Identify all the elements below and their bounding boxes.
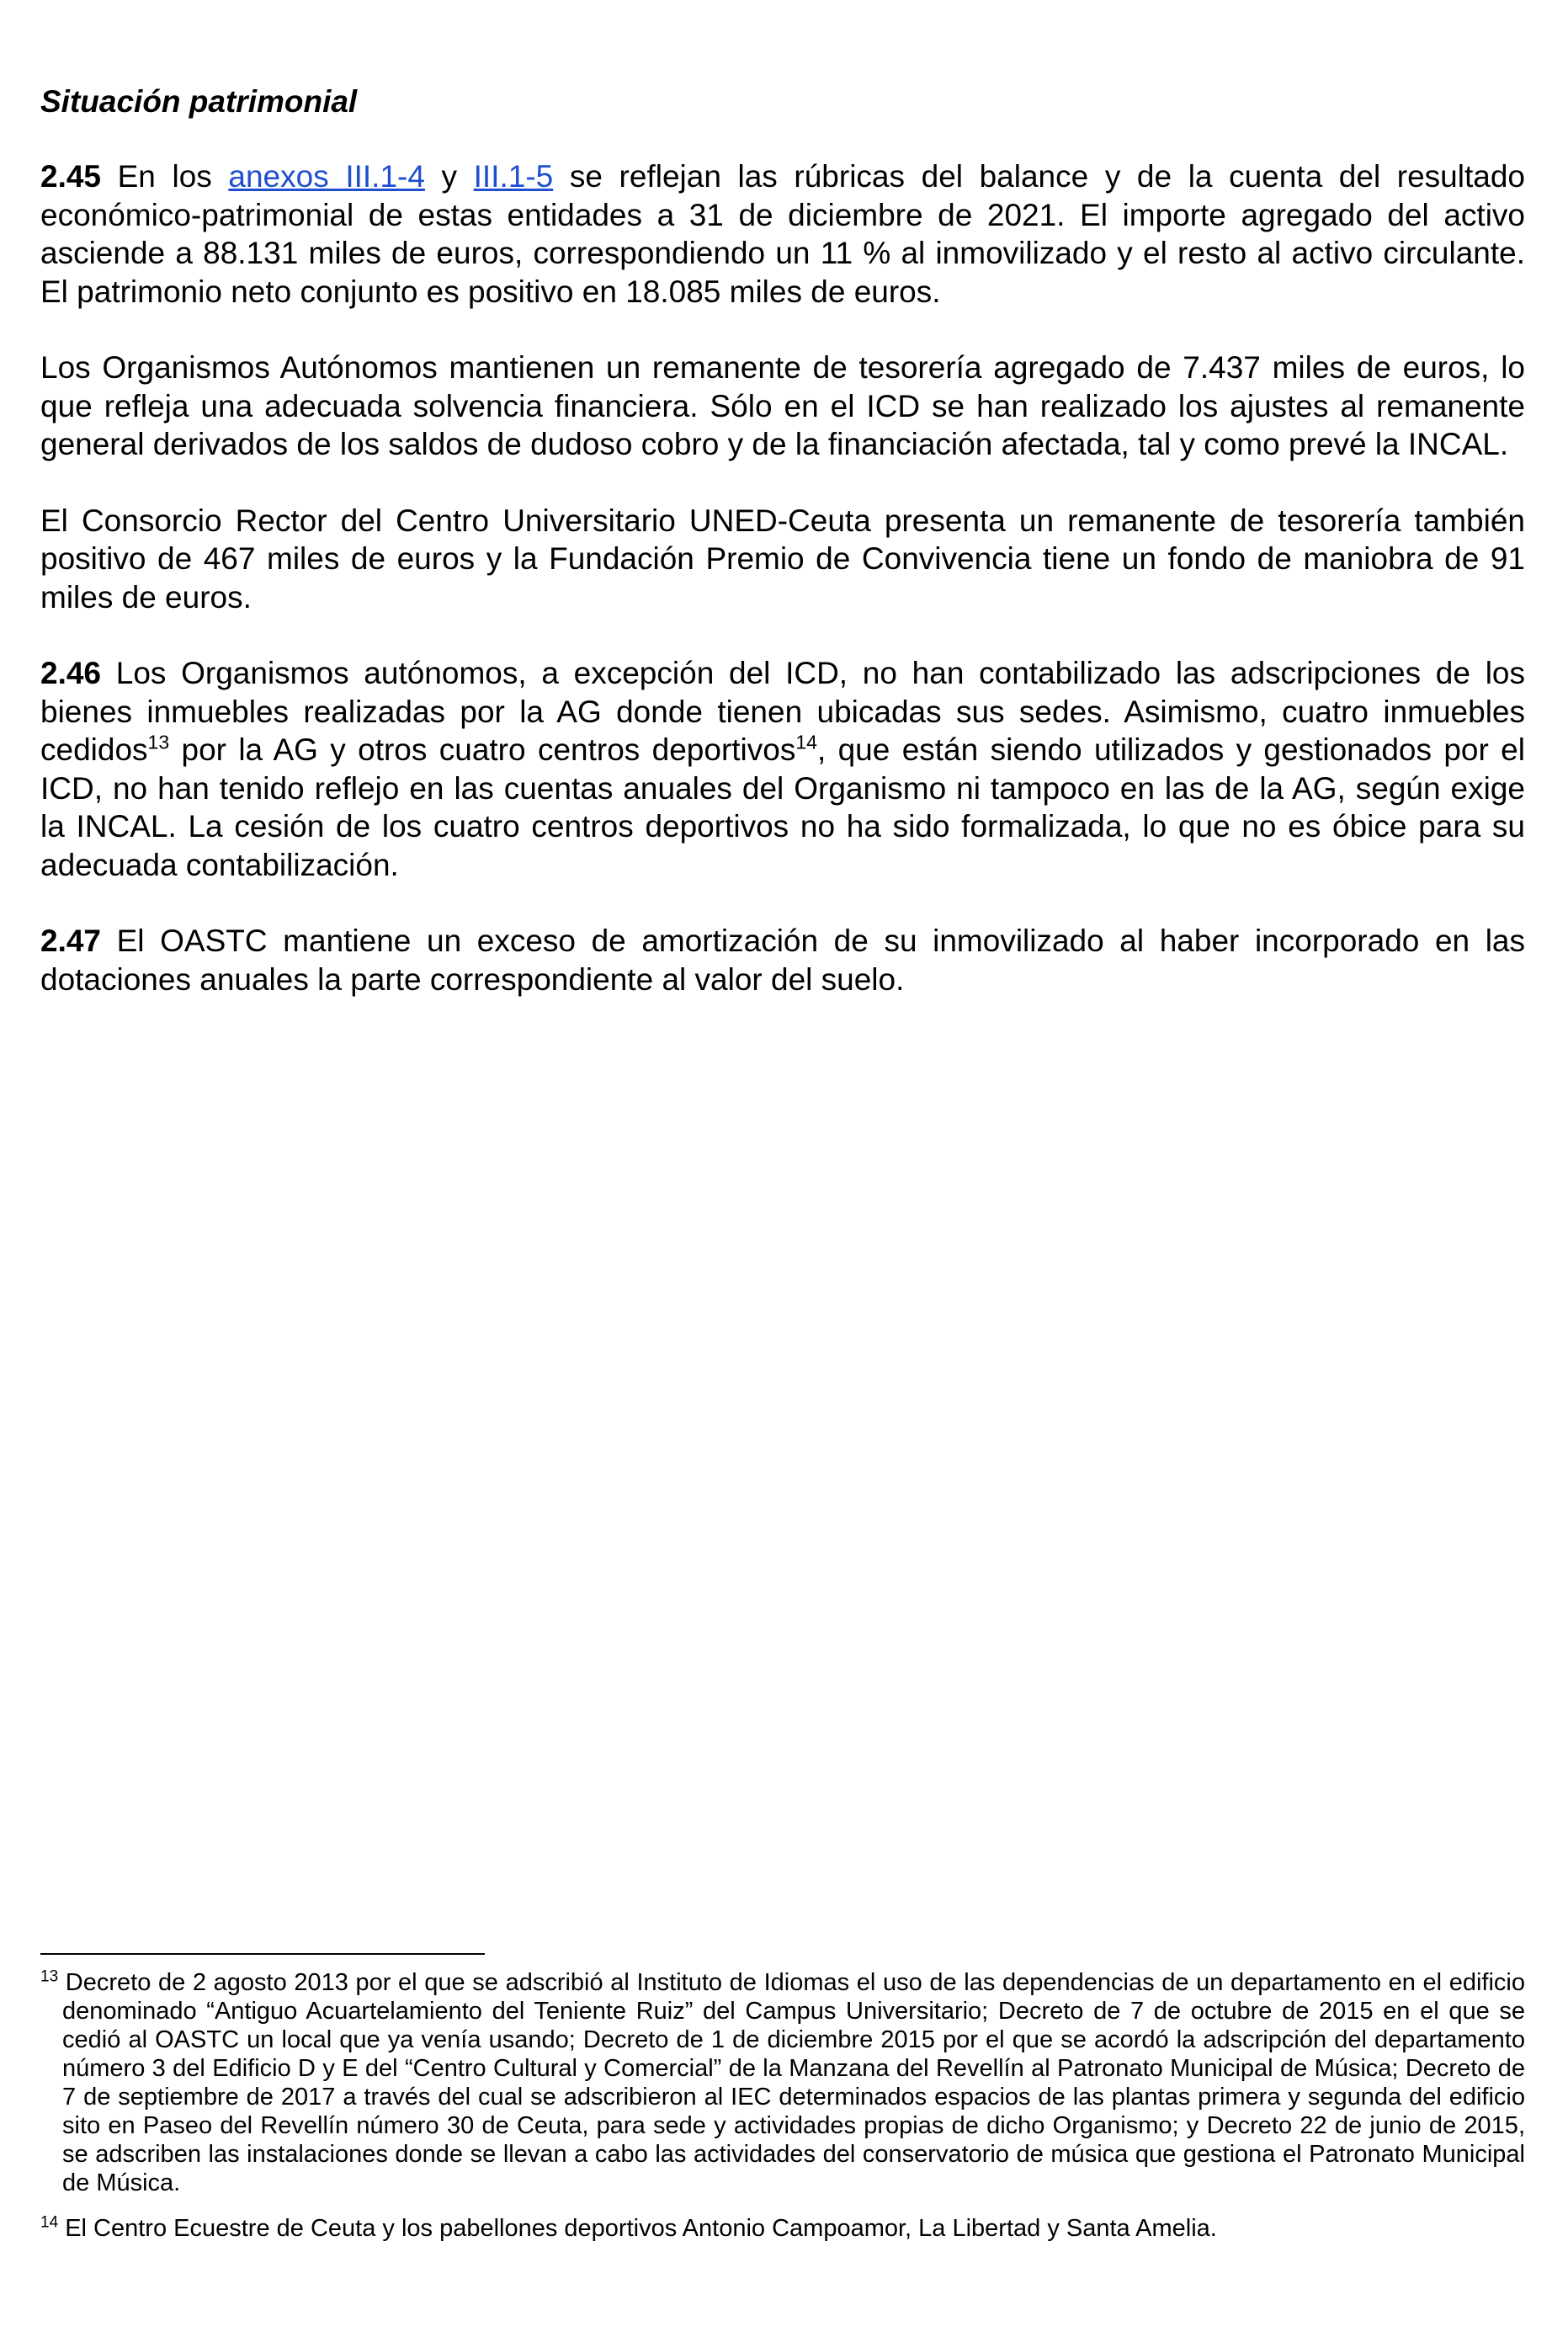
paragraph-number: 2.46: [40, 656, 102, 690]
footnote-14: [40, 2214, 1525, 2243]
footnote-13: [40, 1968, 1525, 2197]
footnote-number: 13: [40, 1967, 59, 1986]
footnote-text: El Centro Ecuestre de Ceuta y los pabellones deportivos Antonio Campoamor, La Libertad y Santa Amelia.: [58, 2215, 1217, 2242]
footnote-text: Decreto de 2 agosto 2013 por el que se adscribió al Instituto de Idiomas el uso de las dependencias de un departamento en el edificio denominado “Antiguo Acuartelamiento del Teniente Ruiz” del Campus Universitario; Decreto de 7 de octubre de 2015 en el que se cedió al OASTC un local que ya venía usando; Decreto de 1 de diciembre 2015 por el que se acordó la adscripción del departamento número 3 del Edificio D y E del “Centro Cultural y Comercial” de la Manzana del Revellín al Patronato Municipal de Música; Decreto de 7 de septiembre de 2017 a través del cual se adscribieron al IEC determinados espacios de las plantas primera y segunda del edificio sito en Paseo del Revellín número 30 de Ceuta, para sede y actividades propias de dicho Organismo; y Decreto 22 de junio de 2015, se adscriben las instalaciones donde se llevan a cabo las actividades del conservatorio de música que gestiona el Patronato Municipal de Música.: [58, 1969, 1525, 2196]
paragraph-text: y: [424, 159, 474, 194]
paragraph-text: Los Organismos autónomos, a excepción del ICD, no han contabilizado las adscripciones de los bienes inmuebles realizadas por la AG donde tienen ubicadas sus sedes. Asimismo, cuatro inmuebles cedidos: [40, 656, 1525, 767]
footnote-ref-13[interactable]: 13: [147, 731, 170, 753]
paragraph-text: por la AG y otros cuatro centros deportivos: [169, 732, 796, 767]
paragraph-text: En los: [101, 159, 229, 194]
paragraph-2-45: [40, 157, 1525, 311]
paragraph-text: , que están siendo utilizados y gestionados por el ICD, no han tenido reflejo en las cuentas anuales del Organismo ni tampoco en las de la AG, según exige la INCAL. La cesión de los cuatro centros deportivos no ha sido formalizada, lo que no es óbice para su adecuada contabilización.: [40, 732, 1525, 882]
annex-link-iii-1-5[interactable]: III.1-5: [473, 159, 554, 194]
paragraph-number: 2.47: [40, 924, 102, 958]
footnotes: [40, 1968, 1525, 2260]
main-content: [40, 83, 1525, 1036]
footnote-ref-14[interactable]: 14: [795, 731, 817, 753]
footnote-number: 14: [40, 2213, 59, 2232]
annex-link-iii-1-4[interactable]: anexos III.1-4: [228, 159, 425, 194]
paragraph-text: El OASTC mantiene un exceso de amortización de su inmovilizado al haber incorporado en las dotaciones anuales la parte correspondiente al valor del suelo.: [40, 924, 1525, 997]
paragraph-text: se reflejan las rúbricas del balance y de la cuenta del resultado económico-patrimonial de estas entidades a 31 de diciembre de 2021. El importe agregado del activo asciende a 88.131 miles de euros, correspondiendo un 11 % al inmovilizado y el resto al activo circulante. El patrimonio neto conjunto es positivo en 18.085 miles de euros.: [40, 159, 1525, 309]
section-heading: Situación patrimonial: [40, 84, 358, 119]
paragraph-2-46: [40, 654, 1525, 884]
paragraph-remanente: Los Organismos Autónomos mantienen un remanente de tesorería agregado de 7.437 miles de euros, lo que refleja una adecuada solvencia financiera. Sólo en el ICD se han realizado los ajustes al remanente general derivados de los saldos de dudoso cobro y de la financiación afectada, tal y como prevé la INCAL.: [40, 350, 1525, 461]
footnote-divider: [40, 1953, 485, 1955]
paragraph-number: 2.45: [40, 159, 102, 194]
paragraph-consorcio: El Consorcio Rector del Centro Universitario UNED-Ceuta presenta un remanente de tesorería también positivo de 467 miles de euros y la Fundación Premio de Convivencia tiene un fondo de maniobra de 91 miles de euros.: [40, 503, 1525, 615]
paragraph-2-47: [40, 922, 1525, 998]
